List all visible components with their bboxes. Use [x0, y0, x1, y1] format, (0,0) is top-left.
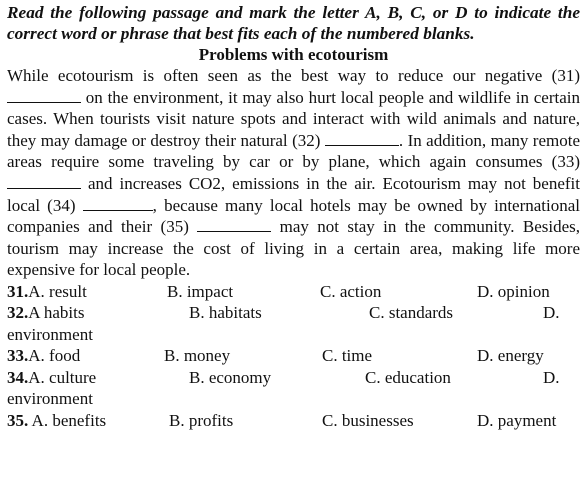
option-32-d-text[interactable]: environment: [7, 324, 93, 344]
blank-32[interactable]: [325, 132, 399, 146]
option-31-c[interactable]: C. action: [320, 281, 382, 301]
passage-part-5: , because many local hotels may be owned by international companies and their (35): [7, 195, 581, 237]
question-35-a[interactable]: [7, 410, 106, 432]
option-34-a: A. culture: [28, 367, 97, 387]
option-32-a: A habits: [28, 303, 85, 323]
question-31-row: [7, 281, 580, 303]
blank-34[interactable]: [83, 197, 153, 211]
option-34-b[interactable]: B. economy: [189, 367, 272, 387]
option-35-a: A. benefits: [28, 410, 107, 430]
question-33-row: [7, 345, 580, 367]
passage-part-1: While ecotourism is often seen as the best way to reduce our negative (31): [7, 66, 580, 85]
question-31-a[interactable]: [7, 281, 87, 303]
blank-35[interactable]: [197, 218, 271, 232]
passage-part-2: on the environment, it may also hurt local people and wildlife in certain cases. When tourists visit nature spots and interact with wild animals and nature, they may damage or destroy their natural (32): [7, 87, 580, 150]
answer-options: [7, 281, 580, 432]
blank-31[interactable]: [7, 89, 81, 103]
question-34-number: 34.: [7, 367, 29, 387]
option-33-d[interactable]: D. energy: [477, 346, 544, 366]
option-35-d[interactable]: D. payment: [477, 410, 557, 430]
option-31-b[interactable]: B. impact: [167, 281, 234, 301]
question-33-a[interactable]: [7, 345, 80, 367]
passage-text: [7, 65, 580, 281]
question-32-row: [7, 302, 580, 324]
passage-title: Problems with ecotourism: [198, 45, 389, 64]
question-32-wrap-row: [7, 324, 580, 346]
question-33-number: 33.: [7, 346, 29, 366]
passage-part-6: may not stay in the community. Besides, tourism may increase the cost of living in a certain area, making life more expensive for local people.: [7, 217, 581, 280]
option-35-b[interactable]: B. profits: [169, 410, 234, 430]
question-32-number: 32.: [7, 303, 29, 323]
question-35-number: 35.: [7, 410, 29, 430]
passage-part-4: and increases CO2, emissions in the air. Ecotourism may not benefit local (34): [7, 173, 580, 215]
option-32-c[interactable]: C. standards: [369, 303, 454, 323]
question-32-a[interactable]: [7, 302, 84, 324]
question-31-number: 31.: [7, 281, 29, 301]
option-34-d-text[interactable]: environment: [7, 389, 93, 409]
question-35-row: [7, 410, 580, 432]
option-34-c[interactable]: C. education: [365, 367, 451, 387]
option-31-d[interactable]: D. opinion: [477, 281, 550, 301]
option-33-a: A. food: [28, 346, 81, 366]
question-34-row: [7, 367, 580, 389]
blank-33[interactable]: [7, 175, 81, 189]
option-34-d[interactable]: D.: [543, 367, 560, 387]
option-32-b[interactable]: B. habitats: [189, 303, 262, 323]
option-32-d[interactable]: D.: [543, 303, 560, 323]
passage-part-3: . In addition, many remote areas require some traveling by car or by plane, which again consumes (33): [7, 130, 581, 172]
option-33-c[interactable]: C. time: [322, 346, 373, 366]
option-33-b[interactable]: B. money: [164, 346, 231, 366]
option-31-a: A. result: [28, 281, 87, 301]
instruction-text: Read the following passage and mark the letter A, B, C, or D to indicate the correct word or phrase that best fits each of the numbered blanks.: [7, 3, 580, 43]
question-34-wrap-row: [7, 388, 580, 410]
option-35-c[interactable]: C. businesses: [322, 410, 414, 430]
question-34-a[interactable]: [7, 367, 96, 389]
